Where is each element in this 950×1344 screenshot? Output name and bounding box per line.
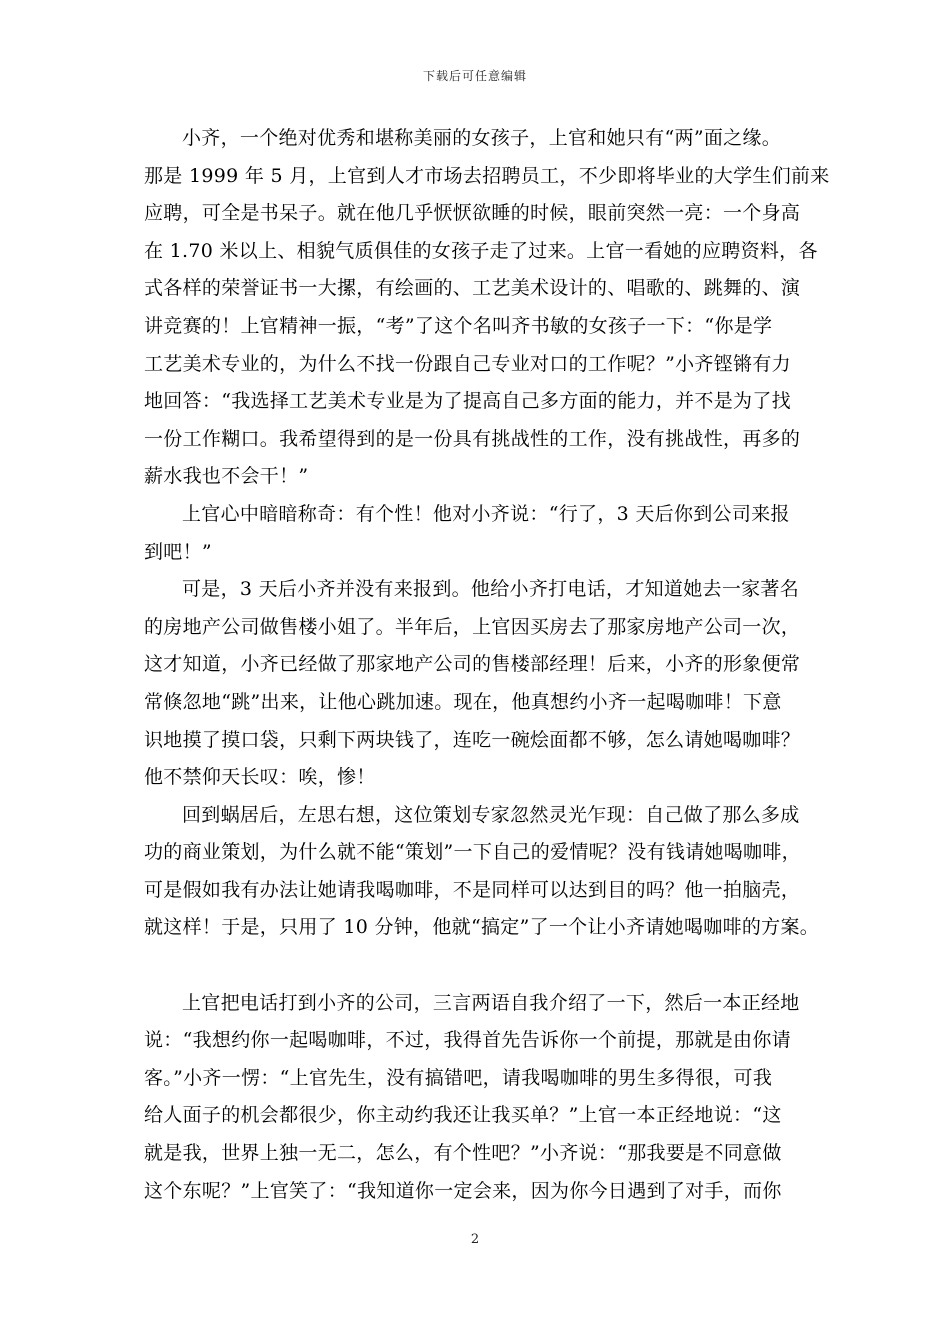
text-line: 说：“我想约你一起喝咖啡，不过，我得首先告诉你一个前提，那就是由你请 bbox=[144, 1029, 791, 1052]
page-header: 下载后可任意编辑 bbox=[422, 69, 527, 83]
article-body bbox=[144, 120, 830, 1210]
page-number: 2 bbox=[470, 1232, 480, 1247]
paragraph-1 bbox=[144, 120, 830, 496]
text-line: 功的商业策划，为什么就不能“策划”一下自己的爱情呢？没有钱请她喝咖啡， bbox=[144, 841, 801, 864]
text-line: 工艺美术专业的，为什么不找一份跟自己专业对口的工作呢？”小齐铿锵有力 bbox=[144, 352, 791, 375]
paragraph-3 bbox=[144, 571, 820, 797]
text-line: 一份工作糊口。我希望得到的是一份具有挑战性的工作，没有挑战性，再多的 bbox=[144, 427, 801, 450]
text-line: 他不禁仰天长叹：唉，惨！ bbox=[144, 766, 376, 789]
paragraph-2 bbox=[144, 496, 820, 571]
text-line: 上官把电话打到小齐的公司，三言两语自我介绍了一下，然后一本正经地 bbox=[182, 991, 800, 1014]
paragraph-4 bbox=[144, 797, 820, 947]
text-line: 可是假如我有办法让她请我喝咖啡，不是同样可以达到目的吗？他一拍脑壳， bbox=[144, 878, 801, 901]
text-line: 应聘，可全是书呆子。就在他几乎恹恹欲睡的时候，眼前突然一亮：一个身高 bbox=[144, 202, 801, 225]
text-line: 就这样！于是，只用了 10 分钟，他就“搞定”了一个让小齐请她喝咖啡的方案。 bbox=[144, 916, 820, 939]
paragraph-spacer bbox=[144, 947, 820, 985]
text-line: 回到蜗居后，左思右想，这位策划专家忽然灵光乍现：自己做了那么多成 bbox=[182, 803, 800, 826]
text-line: 客。”小齐一愣：“上官先生，没有搞错吧，请我喝咖啡的男生多得很，可我 bbox=[144, 1066, 773, 1089]
text-line: 识地摸了摸口袋，只剩下两块钱了，连吃一碗烩面都不够，怎么请她喝咖啡？ bbox=[144, 728, 801, 751]
text-line: 这个东呢？”上官笑了：“我知道你一定会来，因为你今日遇到了对手，而你 bbox=[144, 1179, 782, 1202]
text-line: 上官心中暗暗称奇：有个性！他对小齐说：“行了，3 天后你到公司来报 bbox=[182, 502, 790, 525]
text-line: 式各样的荣誉证书一大摞，有绘画的、工艺美术设计的、唱歌的、跳舞的、演 bbox=[144, 277, 801, 300]
text-line: 可是，3 天后小齐并没有来报到。他给小齐打电话，才知道她去一家著名 bbox=[182, 578, 800, 601]
text-line: 薪水我也不会干！” bbox=[144, 465, 309, 488]
text-line: 小齐，一个绝对优秀和堪称美丽的女孩子，上官和她只有“两”面之缘。 bbox=[182, 127, 782, 149]
text-line: 常倏忽地“跳”出来，让他心跳加速。现在，他真想约小齐一起喝咖啡！下意 bbox=[144, 690, 782, 713]
text-line: 到吧！” bbox=[144, 540, 212, 563]
text-line: 的房地产公司做售楼小姐了。半年后，上官因买房去了那家房地产公司一次， bbox=[144, 615, 801, 638]
text-line: 在 1.70 米以上、相貌气质俱佳的女孩子走了过来。上官一看她的应聘资料，各 bbox=[144, 239, 818, 262]
text-line: 那是 1999 年 5 月，上官到人才市场去招聘员工，不少即将毕业的大学生们前来 bbox=[144, 164, 830, 187]
text-line: 给人面子的机会都很少，你主动约我还让我买单？”上官一本正经地说：“这 bbox=[144, 1104, 782, 1127]
text-line: 就是我，世界上独一无二，怎么，有个性吧？”小齐说：“那我要是不同意做 bbox=[144, 1142, 782, 1165]
text-line: 地回答：“我选择工艺美术专业是为了提高自己多方面的能力，并不是为了找 bbox=[144, 390, 791, 413]
text-line: 讲竞赛的！上官精神一振，“考”了这个名叫齐书敏的女孩子一下：“你是学 bbox=[144, 314, 773, 337]
text-line: 这才知道，小齐已经做了那家地产公司的售楼部经理！后来，小齐的形象便常 bbox=[144, 653, 801, 676]
paragraph-5 bbox=[144, 985, 820, 1211]
